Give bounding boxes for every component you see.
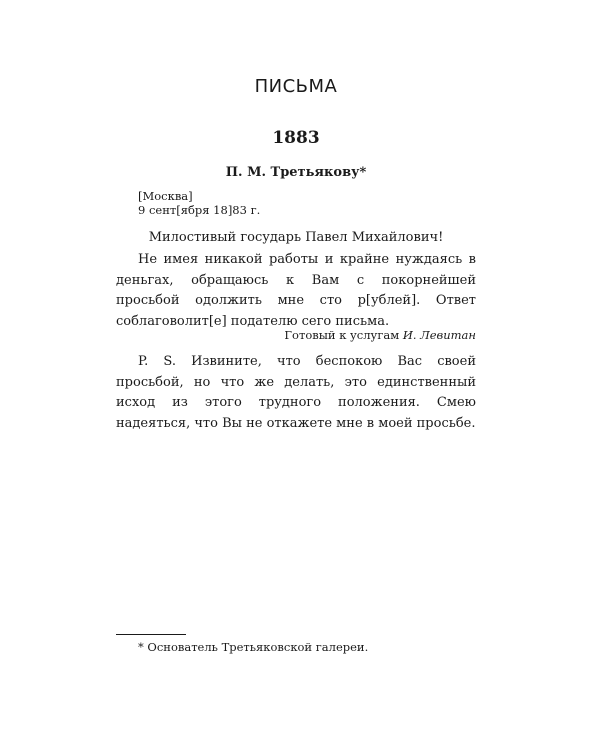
letter-postscript: P. S. Извините, что беспокою Вас своей просьбой, но что же делать, это единственный исход из этого трудного положения. Смею надеяться, что Вы не откажете мне в моей просьбе. [116, 354, 476, 431]
letter-body-paragraph: Не имея никакой работы и крайне нуждаясь в деньгах, обращаюсь к Вам с покорнейшей просьбой одолжить мне сто р[ублей]. Ответ соблаговолит[е] подателю сего письма. [116, 252, 476, 329]
signature-text: Готовый к услугам [284, 328, 400, 342]
letter-year: 1883 [272, 128, 320, 148]
letter-addressee: П. М. Третьякову* [225, 165, 367, 180]
letter-salutation: Милостивый государь Павел Михайлович! [148, 230, 444, 245]
letter-place-date [138, 189, 260, 217]
book-page [116, 0, 476, 750]
signature-name: И. Левитан [402, 328, 476, 342]
letter-date: 9 сент[ября 18]83 г. [138, 203, 261, 217]
footnote: * Основатель Третьяковской галереи. [138, 640, 369, 654]
letter-signature [284, 328, 476, 342]
letter-place: [Москва] [138, 189, 193, 203]
section-title: ПИСЬМА [254, 76, 338, 97]
footnote-divider [116, 634, 186, 635]
